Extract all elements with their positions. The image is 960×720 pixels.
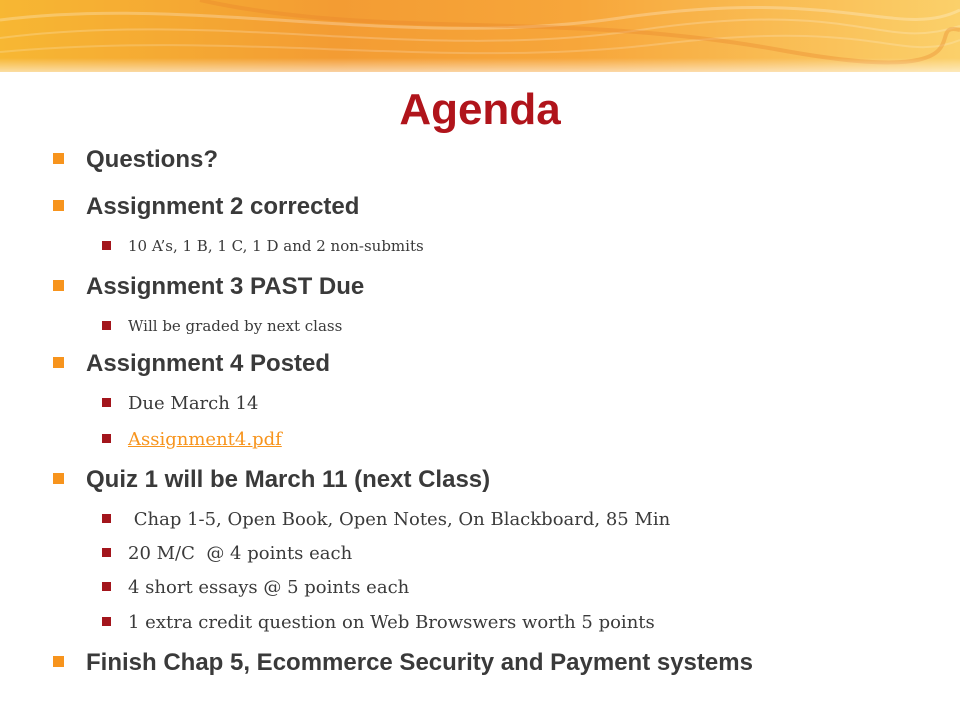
agenda-item-finish-chapter-5: Finish Chap 5, Ecommerce Security and Payment systems bbox=[53, 649, 753, 677]
square-bullet-icon bbox=[102, 434, 111, 443]
agenda-item-quiz-1: Quiz 1 will be March 11 (next Class) bbox=[53, 466, 490, 494]
square-bullet-icon bbox=[102, 398, 111, 407]
square-bullet-icon bbox=[53, 200, 64, 211]
agenda-item-assignment-4: Assignment 4 Posted bbox=[53, 350, 330, 378]
sub-item-assignment-link bbox=[102, 429, 282, 450]
sub-item-grades: 10 A’s, 1 B, 1 C, 1 D and 2 non-submits bbox=[102, 237, 424, 255]
square-bullet-icon bbox=[102, 241, 111, 250]
agenda-item-assignment-3: Assignment 3 PAST Due bbox=[53, 273, 364, 301]
square-bullet-icon bbox=[102, 548, 111, 557]
square-bullet-icon bbox=[53, 473, 64, 484]
square-bullet-icon bbox=[102, 582, 111, 591]
square-bullet-icon bbox=[102, 321, 111, 330]
square-bullet-icon bbox=[102, 617, 111, 626]
agenda-item-assignment-2: Assignment 2 corrected bbox=[53, 193, 359, 221]
sub-item-multiple-choice: 20 M/C @ 4 points each bbox=[102, 543, 352, 564]
agenda-item-questions: Questions? bbox=[53, 146, 218, 174]
sub-item-short-essays: 4 short essays @ 5 points each bbox=[102, 577, 409, 598]
square-bullet-icon bbox=[53, 357, 64, 368]
square-bullet-icon bbox=[102, 514, 111, 523]
sub-item-extra-credit: 1 extra credit question on Web Browswers worth 5 points bbox=[102, 612, 655, 633]
slide-title: Agenda bbox=[399, 85, 561, 134]
sub-item-graded-next-class: Will be graded by next class bbox=[102, 317, 342, 335]
square-bullet-icon bbox=[53, 280, 64, 291]
assignment4-pdf-link[interactable]: Assignment4.pdf bbox=[128, 429, 282, 450]
square-bullet-icon bbox=[53, 153, 64, 164]
square-bullet-icon bbox=[53, 656, 64, 667]
sub-item-due-date: Due March 14 bbox=[102, 393, 258, 414]
sub-item-quiz-scope: Chap 1-5, Open Book, Open Notes, On Blackboard, 85 Min bbox=[102, 509, 670, 530]
